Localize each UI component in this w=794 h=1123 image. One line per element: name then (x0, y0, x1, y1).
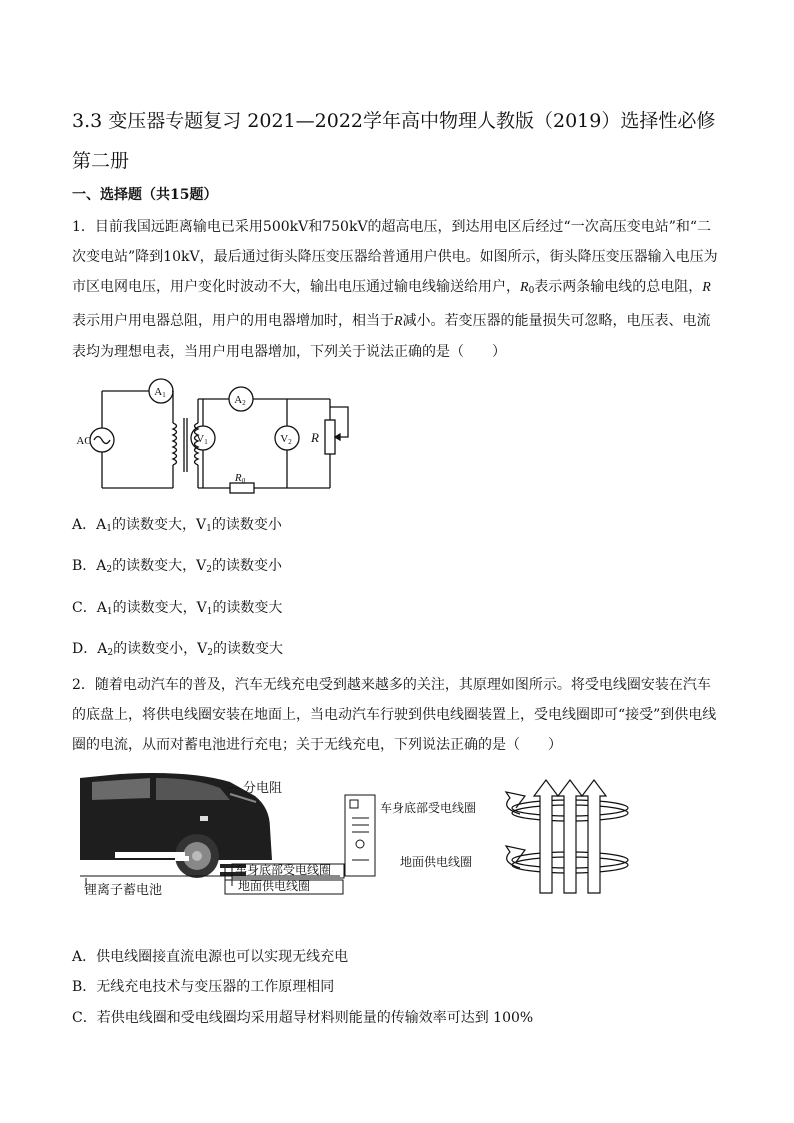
stem-text-d: 减小。若变压器的能量损失可忽略，电压表、电流表均为理想电表，当用户用电器增加，下列关于说法正确的是（ ） (72, 313, 711, 360)
option-text: 的读数变小 (212, 558, 283, 574)
stem-text-c: 表示用户用电器总阻，用户的用电器增加时，相当于 (72, 313, 394, 329)
r0-label: R (234, 472, 242, 484)
option-text: 的读数变大， (112, 600, 197, 616)
option-a[interactable] (72, 514, 282, 534)
meter-symbol: V (195, 517, 207, 533)
option-letter: A． (72, 517, 97, 533)
stem-text-a: 目前我国远距离输电已采用500kV和750kV的超高电压，到达用电区后经过“一次高压变电站”和“二次变电站”降到10kV，最后通过街头降压变压器给普通用户供电。如图所示，街头降压变压器输入电压为市区电网电压，用户变化时波动不大，输出电压通过输电线输送给用户， (72, 219, 718, 295)
option-a[interactable] (72, 946, 348, 966)
meter-symbol: A (96, 558, 107, 574)
svg-text:V1 (196, 433, 208, 446)
circuit-diagram (72, 378, 362, 498)
svg-text:A2 (234, 394, 246, 407)
option-letter: D． (72, 641, 98, 657)
option-text: 的读数变大 (212, 600, 283, 616)
a1-sub: 1 (162, 391, 166, 399)
option-letter: A． (72, 949, 97, 965)
option-text: 若供电线圈和受电线圈均采用超导材料则能量的传输效率可达到 100% (96, 1010, 534, 1026)
a2-label: A (234, 394, 243, 406)
meter-symbol: A (96, 600, 107, 616)
meter-symbol: V (196, 600, 207, 616)
svg-text:R0 (234, 472, 246, 485)
v2-sub: 2 (288, 438, 292, 446)
question-1-stem (72, 212, 724, 367)
question-number: 1． (72, 219, 95, 235)
primary-coil-icon (173, 423, 177, 465)
section-heading: 一、选择题（共15题） (72, 187, 218, 203)
option-b[interactable] (72, 976, 334, 996)
label-resistor: 分电阻 (243, 780, 283, 795)
option-text: 的读数变大， (111, 517, 196, 533)
stem-text: 随着电动汽车的普及，汽车无线充电受到越来越多的关注，其原理如图所示。将受电线圈安装在汽车的底盘上，将供电线圈安装在地面上，当电动汽车行驶到供电线圈装置上，受电线圈即可“接受”到供电线圈的电流，从而对蓄电池进行充电；关于无线充电，下列说法正确的是（ ） (72, 677, 717, 753)
option-text: 的读数变小 (211, 517, 282, 533)
wireless-charging-diagram (80, 768, 720, 908)
option-text: 供电线圈接直流电源也可以实现无线充电 (96, 949, 349, 965)
r-symbol: R (394, 314, 403, 329)
option-text: 无线充电技术与变压器的工作原理相同 (96, 979, 335, 995)
meter-sub: 2 (206, 565, 213, 575)
a2-sub: 2 (242, 399, 246, 407)
v2-label: V (280, 433, 289, 445)
option-letter: B． (72, 558, 97, 574)
v1-label: V (196, 433, 205, 445)
a1-label: A (154, 386, 163, 398)
question-2-stem (72, 670, 724, 760)
option-c[interactable] (72, 597, 282, 617)
ac-label: AC (76, 435, 92, 447)
document-title: 3.3 变压器专题复习 2021—2022学年高中物理人教版（2019）选择性必修第二册 (72, 110, 716, 172)
meter-sub: 1 (106, 524, 112, 534)
r-label: R (311, 430, 319, 445)
r0-subscript: 0 (528, 286, 535, 296)
option-d[interactable] (72, 638, 283, 658)
meter-sub: 1 (106, 607, 113, 617)
r0-sub: 0 (241, 477, 246, 485)
option-text: 的读数变大 (212, 641, 283, 657)
label-right-bottom: 地面供电线圈 (400, 855, 473, 869)
coil-field-icon (506, 780, 628, 893)
meter-symbol: V (196, 558, 207, 574)
svg-text:V2 (280, 433, 292, 446)
option-letter: C． (72, 600, 97, 616)
question-number: 2． (72, 677, 95, 693)
meter-sub: 2 (107, 648, 114, 658)
option-letter: B． (72, 979, 97, 995)
battery-icon (115, 852, 185, 858)
label-battery: 锂离子蓄电池 (84, 882, 163, 897)
stem-text-b: 表示两条输电线的总电阻， (534, 279, 703, 295)
label-car-coil: 车身底部受电线圈 (235, 863, 332, 877)
option-c[interactable] (72, 1007, 533, 1027)
meter-sub: 1 (206, 524, 212, 534)
meter-sub: 2 (207, 648, 213, 658)
option-b[interactable] (72, 555, 282, 575)
svg-text:A1 (154, 386, 166, 399)
meter-symbol: A (97, 641, 108, 657)
v1-sub: 1 (204, 438, 208, 446)
meter-symbol: A (96, 517, 107, 533)
label-right-top: 车身底部受电线圈 (380, 801, 477, 815)
rheostat-icon (325, 420, 335, 454)
option-text: 的读数变小， (113, 641, 198, 657)
meter-sub: 1 (206, 607, 213, 617)
meter-sub: 2 (106, 565, 113, 575)
r-symbol: R (702, 280, 711, 295)
r0-symbol: R (520, 280, 529, 295)
meter-symbol: V (197, 641, 208, 657)
option-text: 的读数变大， (112, 558, 197, 574)
label-ground-coil: 地面供电线圈 (238, 879, 311, 893)
option-letter: C． (72, 1010, 97, 1026)
